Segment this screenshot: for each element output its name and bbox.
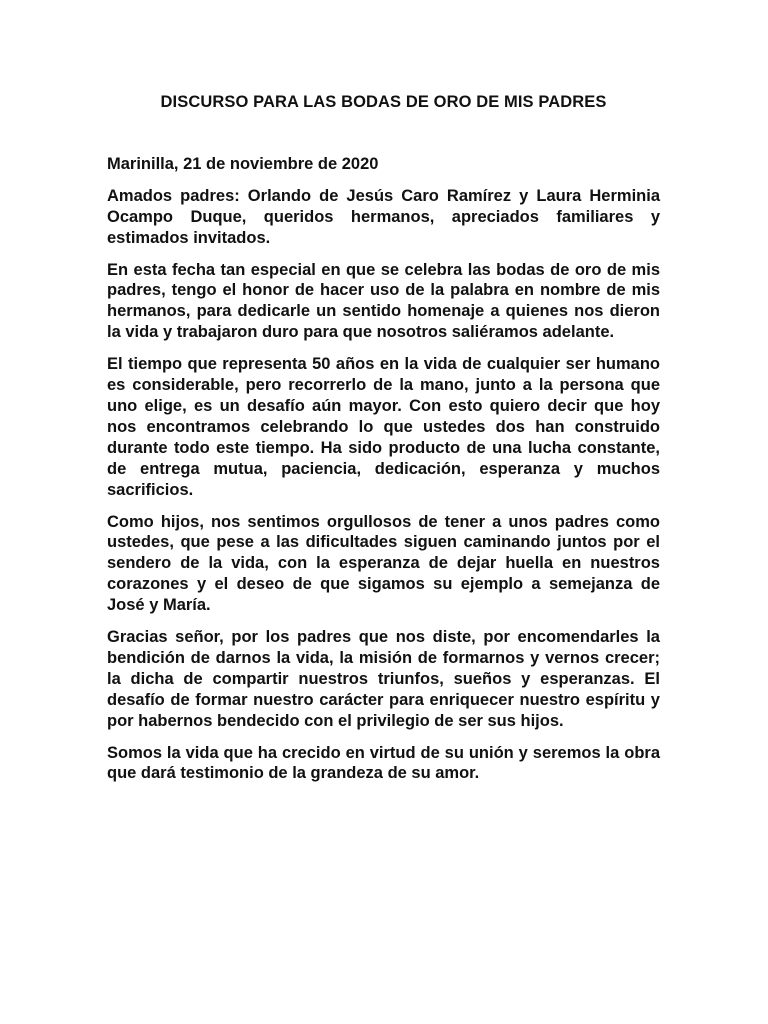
paragraph-closing: Somos la vida que ha crecido en virtud de su unión y seremos la obra que dará testimonio de la grandeza de su amor. <box>107 743 660 783</box>
paragraph-greeting: Amados padres: Orlando de Jesús Caro Ramírez y Laura Herminia Ocampo Duque, queridos hermanos, apreciados familiares y estimados invitados. <box>107 186 660 247</box>
paragraph-fifty-years: El tiempo que representa 50 años en la vida de cualquier ser humano es considerable, pero recorrerlo de la mano, junto a la persona que uno elige, es un desafío aún mayor. Con esto quiero decir que hoy nos encontramos celebrando lo que ustedes dos han construido durante todo este tiempo. Ha sido producto de una lucha constante, de entrega mutua, paciencia, dedicación, esperanza y muchos sacrificios. <box>107 355 660 499</box>
paragraph-thanks: Gracias señor, por los padres que nos diste, por encomendarles la bendición de darnos la vida, la misión de formarnos y vernos crecer; la dicha de compartir nuestros triunfos, sueños y esperanzas. El desafío de formar nuestro carácter para enriquecer nuestro espíritu y por habernos bendecido con el privilegio de ser sus hijos. <box>107 628 660 730</box>
document-page <box>107 92 660 795</box>
date-line: Marinilla, 21 de noviembre de 2020 <box>107 154 379 173</box>
paragraph-occasion: En esta fecha tan especial en que se celebra las bodas de oro de mis padres, tengo el honor de hacer uso de la palabra en nombre de mis hermanos, para dedicarle un sentido homenaje a quienes nos dieron la vida y trabajaron duro para que nosotros saliéramos adelante. <box>107 260 660 342</box>
paragraph-pride: Como hijos, nos sentimos orgullosos de tener a unos padres como ustedes, que pese a las dificultades siguen caminando juntos por el sendero de la vida, con la esperanza de dejar huella en nuestros corazones y el deseo de que sigamos su ejemplo a semejanza de José y María. <box>107 512 660 615</box>
document-title: DISCURSO PARA LAS BODAS DE ORO DE MIS PADRES <box>160 93 607 111</box>
